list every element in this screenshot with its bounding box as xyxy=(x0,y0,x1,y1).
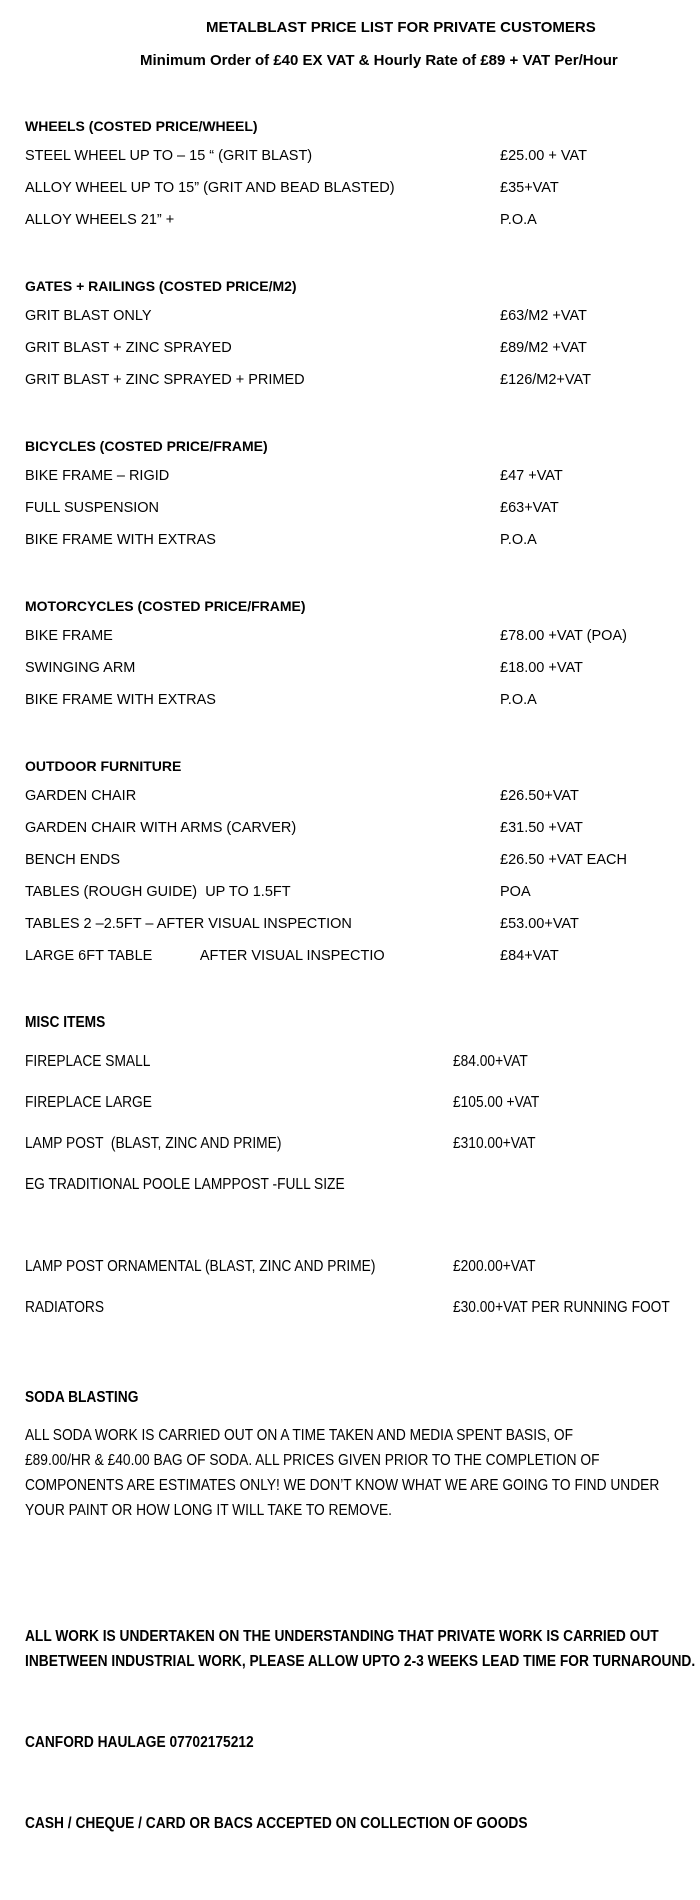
section-title: SODA BLASTING xyxy=(25,1389,139,1406)
section-title: MISC ITEMS xyxy=(25,1014,106,1031)
haulage-text: CANFORD HAULAGE 07702175212 xyxy=(25,1734,254,1751)
list-item xyxy=(25,658,685,690)
item-label: GRIT BLAST + ZINC SPRAYED xyxy=(25,340,232,356)
section-bicycles xyxy=(25,434,685,562)
list-item xyxy=(25,1134,685,1175)
item-label: GARDEN CHAIR WITH ARMS (CARVER) xyxy=(25,820,297,836)
list-item xyxy=(25,466,685,498)
section-title: OUTDOOR FURNITURE xyxy=(25,758,182,774)
list-item xyxy=(25,818,685,850)
list-item xyxy=(25,914,685,946)
list-item xyxy=(25,338,685,370)
list-item xyxy=(25,530,685,562)
paragraph-line: ALL SODA WORK IS CARRIED OUT ON A TIME TAKEN AND MEDIA SPENT BASIS, OF xyxy=(25,1427,573,1444)
item-label: BIKE FRAME WITH EXTRAS xyxy=(25,692,216,708)
item-label: BIKE FRAME xyxy=(25,628,113,644)
section-title: GATES + RAILINGS (COSTED PRICE/M2) xyxy=(25,278,297,294)
item-label: RADIATORS xyxy=(25,1299,105,1316)
item-price: £30.00+VAT PER RUNNING FOOT xyxy=(453,1299,670,1316)
item-label: EG TRADITIONAL POOLE LAMPPOST -FULL SIZE xyxy=(25,1176,345,1193)
notice-line: INBETWEEN INDUSTRIAL WORK, PLEASE ALLOW UPTO 2-3 WEEKS LEAD TIME FOR TURNAROUND. xyxy=(25,1653,696,1670)
item-price: £84+VAT xyxy=(500,948,559,964)
item-label: LAMP POST (BLAST, ZINC AND PRIME) xyxy=(25,1135,282,1152)
section-soda-blasting xyxy=(25,1385,700,1523)
item-price: £26.50 +VAT EACH xyxy=(500,852,627,868)
item-price: £89/M2 +VAT xyxy=(500,340,587,356)
item-label: BIKE FRAME – RIGID xyxy=(25,468,170,484)
list-item xyxy=(25,946,685,978)
item-price: £26.50+VAT xyxy=(500,788,579,804)
list-item xyxy=(25,786,685,818)
item-price: £53.00+VAT xyxy=(500,916,579,932)
item-price: £78.00 +VAT (POA) xyxy=(500,628,627,644)
item-label: TABLES 2 –2.5FT – AFTER VISUAL INSPECTION xyxy=(25,916,352,932)
item-price: P.O.A xyxy=(500,532,537,548)
list-item xyxy=(25,1052,685,1093)
item-price: £63+VAT xyxy=(500,500,559,516)
item-price: £47 +VAT xyxy=(500,468,563,484)
list-item xyxy=(25,498,685,530)
item-price: £126/M2+VAT xyxy=(500,372,591,388)
list-item xyxy=(25,370,685,402)
item-label: ALLOY WHEEL UP TO 15” (GRIT AND BEAD BLASTED) xyxy=(25,180,395,196)
item-price: £310.00+VAT xyxy=(453,1135,536,1152)
item-label: GRIT BLAST + ZINC SPRAYED + PRIMED xyxy=(25,372,305,388)
list-item xyxy=(25,1093,685,1134)
section-outdoor-furniture xyxy=(25,754,685,978)
paragraph-line: YOUR PAINT OR HOW LONG IT WILL TAKE TO REMOVE. xyxy=(25,1502,393,1519)
item-label: LAMP POST ORNAMENTAL (BLAST, ZINC AND PRIME) xyxy=(25,1258,376,1275)
list-item xyxy=(25,690,685,722)
page-subtitle: Minimum Order of £40 EX VAT & Hourly Rate of £89 + VAT Per/Hour xyxy=(140,52,618,69)
section-misc-items xyxy=(25,1011,685,1339)
list-item xyxy=(25,306,685,338)
item-label: SWINGING ARM xyxy=(25,660,136,676)
list-item xyxy=(25,1175,685,1257)
item-label: ALLOY WHEELS 21” + xyxy=(25,212,175,228)
section-gates-railings xyxy=(25,274,685,402)
list-item xyxy=(25,1298,685,1339)
item-label: FIREPLACE LARGE xyxy=(25,1094,152,1111)
item-price: £200.00+VAT xyxy=(453,1258,536,1275)
list-item xyxy=(25,882,685,914)
list-item xyxy=(25,850,685,882)
paragraph-line: COMPONENTS ARE ESTIMATES ONLY! WE DON’T KNOW WHAT WE ARE GOING TO FIND UNDER xyxy=(25,1477,660,1494)
item-price: £105.00 +VAT xyxy=(453,1094,540,1111)
notice-line: ALL WORK IS UNDERTAKEN ON THE UNDERSTANDING THAT PRIVATE WORK IS CARRIED OUT xyxy=(25,1628,659,1645)
item-label: STEEL WHEEL UP TO – 15 “ (GRIT BLAST) xyxy=(25,148,313,164)
list-item xyxy=(25,626,685,658)
lead-time-notice xyxy=(25,1624,700,1674)
haulage-contact xyxy=(25,1730,700,1755)
section-title: WHEELS (COSTED PRICE/WHEEL) xyxy=(25,118,258,134)
item-label: FIREPLACE SMALL xyxy=(25,1053,151,1070)
item-label: BIKE FRAME WITH EXTRAS xyxy=(25,532,216,548)
item-price: £31.50 +VAT xyxy=(500,820,583,836)
item-label: BENCH ENDS xyxy=(25,852,121,868)
item-price: £84.00+VAT xyxy=(453,1053,528,1070)
payment-text: CASH / CHEQUE / CARD OR BACS ACCEPTED ON COLLECTION OF GOODS xyxy=(25,1815,528,1832)
list-item xyxy=(25,210,685,242)
item-label: TABLES (ROUGH GUIDE) UP TO 1.5FT xyxy=(25,884,291,900)
page-title: METALBLAST PRICE LIST FOR PRIVATE CUSTOMERS xyxy=(206,19,596,36)
payment-methods xyxy=(25,1811,700,1836)
item-price: P.O.A xyxy=(500,212,537,228)
item-label: GRIT BLAST ONLY xyxy=(25,308,152,324)
item-price: £35+VAT xyxy=(500,180,559,196)
item-price: P.O.A xyxy=(500,692,537,708)
item-label: FULL SUSPENSION xyxy=(25,500,160,516)
section-motorcycles xyxy=(25,594,685,722)
paragraph-line: £89.00/HR & £40.00 BAG OF SODA. ALL PRICES GIVEN PRIOR TO THE COMPLETION OF xyxy=(25,1452,600,1469)
item-price: £18.00 +VAT xyxy=(500,660,583,676)
section-title: BICYCLES (COSTED PRICE/FRAME) xyxy=(25,438,268,454)
list-item xyxy=(25,146,685,178)
list-item xyxy=(25,178,685,210)
section-title: MOTORCYCLES (COSTED PRICE/FRAME) xyxy=(25,598,306,614)
item-price: £63/M2 +VAT xyxy=(500,308,587,324)
item-label: LARGE 6FT TABLE AFTER VISUAL INSPECTIO xyxy=(25,948,385,964)
item-price: POA xyxy=(500,884,531,900)
item-label: GARDEN CHAIR xyxy=(25,788,137,804)
list-item xyxy=(25,1257,685,1298)
section-wheels xyxy=(25,114,685,242)
item-price: £25.00 + VAT xyxy=(500,148,587,164)
